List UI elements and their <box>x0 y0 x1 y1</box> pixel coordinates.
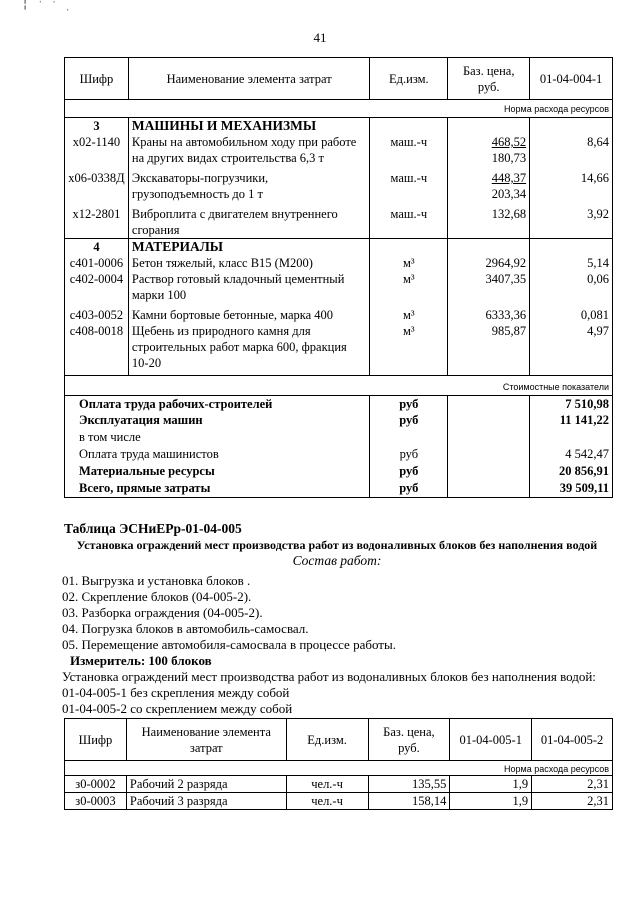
table-row: з0-0002 Рабочий 2 разряда чел.-ч 135,55 1,9 2,31 <box>65 776 613 793</box>
norm-label: Норма расхода ресурсов <box>65 100 613 118</box>
resource-table-2 <box>64 718 613 810</box>
work-composition-label: Состав работ: <box>292 553 382 568</box>
table-row: з0-0003 Рабочий 3 разряда чел.-ч 158,14 1,9 2,31 <box>65 793 613 810</box>
table-row: х12-2801 Виброплита с двигателем внутреннего сгорания маш.-ч 132,68 3,92 <box>65 202 613 239</box>
table2-subtitle: Установка ограждений мест производства работ из водоналивных блоков без наполнения водой <box>76 538 598 552</box>
page-number: 41 <box>313 30 327 45</box>
scan-marks: ╎ ˈ ˈ ˌ <box>22 0 74 11</box>
section-number: 4 <box>65 239 129 256</box>
table-row: с408-0018 Щебень из природного камня для строительных работ марка 600, фракция 10-20 м³ 985,87 4,97 <box>65 323 613 375</box>
cost-label: Стоимостные показатели <box>65 375 613 395</box>
resource-table-1 <box>64 57 613 498</box>
header-price: Баз. цена, руб. <box>448 58 530 100</box>
table2-header-row: Шифр Наименование элемента затрат Ед.изм. Баз. цена, руб. 01-04-005-1 01-04-005-2 <box>65 719 613 761</box>
cost-row: Всего, прямые затраты руб 39 509,11 <box>65 480 613 497</box>
section-title: МАТЕРИАЛЫ <box>128 239 369 256</box>
work-step: 05. Перемещение автомобиля-самосвала в процессе работы. <box>62 637 396 652</box>
table-row: с402-0004 Раствор готовый кладочный цементный марки 100 м³ 3407,35 0,06 <box>65 271 613 303</box>
variant: 01-04-005-1 без скрепления между собой <box>62 685 290 700</box>
header-unit: Ед.изм. <box>370 58 448 100</box>
header-code: Шифр <box>65 58 129 100</box>
norm-label: Норма расхода ресурсов <box>65 761 613 776</box>
section-number: 3 <box>65 118 129 135</box>
header-name: Наименование элемента затрат <box>128 58 369 100</box>
work-step: 02. Скрепление блоков (04-005-2). <box>62 589 252 604</box>
table1-header-row <box>65 58 613 100</box>
section-title: МАШИНЫ И МЕХАНИЗМЫ <box>128 118 369 135</box>
meter-line: Измеритель: 100 блоков <box>70 653 212 668</box>
work-step: 03. Разборка ограждения (04-005-2). <box>62 605 263 620</box>
cost-row: Эксплуатация машин руб 11 141,22 <box>65 412 613 429</box>
table-row: с403-0052 Камни бортовые бетонные, марка 400 м³ 6333,36 0,081 <box>65 303 613 323</box>
cost-row: Оплата труда рабочих-строителей руб 7 510,98 <box>65 395 613 412</box>
work-step: 04. Погрузка блоков в автомобиль-самосвал. <box>62 621 309 636</box>
table-row: х02-1140 Краны на автомобильном ходу при работе на других видах строительства 6,3 т маш.-ч 468,52 180,73 8,64 <box>65 134 613 166</box>
description: Установка ограждений мест производства работ из водоналивных блоков без наполнения водой: <box>62 669 596 684</box>
cost-row: Оплата труда машинистов руб 4 542,47 <box>65 446 613 463</box>
table-row: х06-0338Д Экскаваторы-погрузчики, грузоподъемность до 1 т маш.-ч 448,37 203,34 14,66 <box>65 166 613 202</box>
cost-row: в том числе <box>65 429 613 446</box>
table-row: с401-0006 Бетон тяжелый, класс В15 (М200) м³ 2964,92 5,14 <box>65 255 613 271</box>
variant: 01-04-005-2 со скреплением между собой <box>62 701 293 716</box>
cost-row: Материальные ресурсы руб 20 856,91 <box>65 463 613 480</box>
header-col: 01-04-004-1 <box>530 58 613 100</box>
table2-title: Таблица ЭСНиЕРр-01-04-005 <box>64 521 242 536</box>
work-step: 01. Выгрузка и установка блоков . <box>62 573 251 588</box>
